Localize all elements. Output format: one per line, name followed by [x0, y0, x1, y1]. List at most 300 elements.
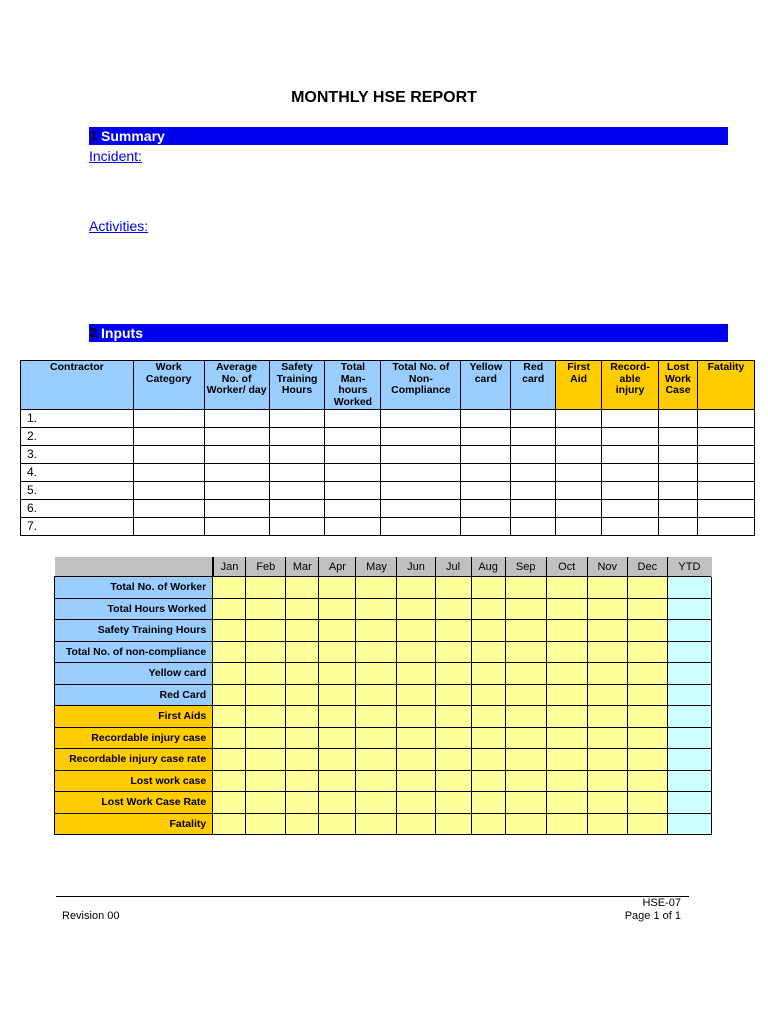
- month-cell[interactable]: [587, 792, 627, 814]
- month-cell[interactable]: [435, 577, 471, 599]
- month-cell[interactable]: [397, 663, 435, 685]
- ytd-cell[interactable]: [667, 598, 711, 620]
- month-cell[interactable]: [435, 620, 471, 642]
- input-cell[interactable]: [381, 464, 461, 482]
- month-cell[interactable]: [505, 792, 546, 814]
- month-cell[interactable]: [356, 598, 397, 620]
- input-cell[interactable]: [325, 464, 381, 482]
- input-cell[interactable]: [381, 428, 461, 446]
- ytd-cell[interactable]: [667, 577, 711, 599]
- ytd-cell[interactable]: [667, 792, 711, 814]
- ytd-cell[interactable]: [667, 727, 711, 749]
- month-cell[interactable]: [356, 663, 397, 685]
- column-header-work-category: Work Category: [133, 361, 204, 410]
- input-cell[interactable]: [461, 482, 511, 500]
- month-cell[interactable]: [627, 727, 667, 749]
- month-cell[interactable]: [435, 727, 471, 749]
- month-cell[interactable]: [213, 620, 246, 642]
- month-cell[interactable]: [286, 598, 319, 620]
- month-cell[interactable]: [246, 770, 286, 792]
- month-cell[interactable]: [435, 706, 471, 728]
- month-header-aug: Aug: [471, 558, 505, 577]
- table-row: [21, 446, 755, 464]
- month-cell[interactable]: [319, 749, 356, 771]
- month-cell[interactable]: [587, 620, 627, 642]
- row-label-recordable-injury-case: Recordable injury case: [55, 727, 213, 749]
- month-cell[interactable]: [587, 684, 627, 706]
- input-cell[interactable]: [659, 446, 698, 464]
- month-header-mar: Mar: [286, 558, 319, 577]
- month-cell[interactable]: [319, 684, 356, 706]
- month-cell[interactable]: [505, 577, 546, 599]
- month-cell[interactable]: [246, 792, 286, 814]
- input-cell[interactable]: [325, 428, 381, 446]
- ytd-cell[interactable]: [667, 770, 711, 792]
- input-cell[interactable]: [511, 446, 556, 464]
- month-cell[interactable]: [627, 577, 667, 599]
- month-cell[interactable]: [587, 577, 627, 599]
- month-cell[interactable]: [213, 663, 246, 685]
- month-cell[interactable]: [546, 641, 587, 663]
- input-cell[interactable]: [659, 410, 698, 428]
- input-cell[interactable]: [511, 500, 556, 518]
- month-cell[interactable]: [319, 620, 356, 642]
- input-cell[interactable]: [556, 518, 602, 536]
- input-cell[interactable]: [659, 500, 698, 518]
- month-cell[interactable]: [213, 598, 246, 620]
- input-cell[interactable]: [269, 482, 325, 500]
- month-cell[interactable]: [546, 598, 587, 620]
- month-cell[interactable]: [246, 684, 286, 706]
- month-cell[interactable]: [286, 727, 319, 749]
- section-bar-inputs: [89, 324, 728, 342]
- input-cell[interactable]: [325, 500, 381, 518]
- input-cell[interactable]: [697, 410, 754, 428]
- row-number: 3.: [21, 446, 134, 464]
- month-cell[interactable]: [505, 684, 546, 706]
- month-cell[interactable]: [356, 620, 397, 642]
- row-label-first-aids: First Aids: [55, 706, 213, 728]
- row-label-total-hours-worked: Total Hours Worked: [55, 598, 213, 620]
- month-cell[interactable]: [356, 813, 397, 835]
- input-cell[interactable]: [269, 518, 325, 536]
- month-cell[interactable]: [286, 770, 319, 792]
- month-cell[interactable]: [587, 727, 627, 749]
- month-cell[interactable]: [627, 641, 667, 663]
- input-cell[interactable]: [461, 500, 511, 518]
- month-cell[interactable]: [505, 770, 546, 792]
- ytd-cell[interactable]: [667, 620, 711, 642]
- column-header-safety-training-hours: Safety Training Hours: [269, 361, 325, 410]
- input-cell[interactable]: [511, 482, 556, 500]
- month-cell[interactable]: [471, 598, 505, 620]
- month-cell[interactable]: [435, 792, 471, 814]
- row-label-recordable-injury-case-rate: Recordable injury case rate: [55, 749, 213, 771]
- month-cell[interactable]: [546, 663, 587, 685]
- input-cell[interactable]: [511, 410, 556, 428]
- month-cell[interactable]: [627, 663, 667, 685]
- input-cell[interactable]: [204, 482, 269, 500]
- month-cell[interactable]: [246, 749, 286, 771]
- input-cell[interactable]: [381, 446, 461, 464]
- input-cell[interactable]: [697, 446, 754, 464]
- month-cell[interactable]: [319, 813, 356, 835]
- month-cell[interactable]: [397, 641, 435, 663]
- month-header-ytd: YTD: [667, 558, 711, 577]
- table-row: [21, 518, 755, 536]
- input-cell[interactable]: [461, 446, 511, 464]
- input-cell[interactable]: [204, 518, 269, 536]
- input-cell[interactable]: [697, 428, 754, 446]
- column-header-fatality: Fatality: [697, 361, 754, 410]
- month-cell[interactable]: [356, 577, 397, 599]
- month-header-feb: Feb: [246, 558, 286, 577]
- month-cell[interactable]: [397, 598, 435, 620]
- input-cell[interactable]: [269, 428, 325, 446]
- input-cell[interactable]: [511, 464, 556, 482]
- row-label-safety-training-hours: Safety Training Hours: [55, 620, 213, 642]
- input-cell[interactable]: [204, 410, 269, 428]
- table-row: [55, 792, 712, 814]
- input-cell[interactable]: [133, 446, 204, 464]
- input-cell[interactable]: [461, 410, 511, 428]
- input-cell[interactable]: [133, 410, 204, 428]
- month-cell[interactable]: [213, 813, 246, 835]
- column-header-yellow-card: Yellow card: [461, 361, 511, 410]
- column-header-average-no-of-worker-day: Average No. of Worker/ day: [204, 361, 269, 410]
- ytd-cell[interactable]: [667, 663, 711, 685]
- page-number: Page 1 of 1: [624, 910, 681, 922]
- input-cell[interactable]: [461, 464, 511, 482]
- month-cell[interactable]: [505, 727, 546, 749]
- input-cell[interactable]: [133, 482, 204, 500]
- month-cell[interactable]: [546, 684, 587, 706]
- row-label-lost-work-case-rate: Lost Work Case Rate: [55, 792, 213, 814]
- input-cell[interactable]: [325, 518, 381, 536]
- month-cell[interactable]: [319, 770, 356, 792]
- ytd-cell[interactable]: [667, 813, 711, 835]
- month-cell[interactable]: [286, 749, 319, 771]
- ytd-cell[interactable]: [667, 684, 711, 706]
- input-cell[interactable]: [133, 500, 204, 518]
- ytd-cell[interactable]: [667, 749, 711, 771]
- monthly-summary-table: [54, 557, 712, 835]
- month-cell[interactable]: [435, 663, 471, 685]
- input-cell[interactable]: [556, 482, 602, 500]
- month-cell[interactable]: [356, 684, 397, 706]
- table-row: [55, 706, 712, 728]
- input-cell[interactable]: [659, 518, 698, 536]
- input-cell[interactable]: [511, 428, 556, 446]
- month-cell[interactable]: [505, 620, 546, 642]
- month-cell[interactable]: [587, 749, 627, 771]
- month-cell[interactable]: [587, 770, 627, 792]
- month-cell[interactable]: [286, 684, 319, 706]
- month-cell[interactable]: [213, 706, 246, 728]
- month-header-dec: Dec: [627, 558, 667, 577]
- month-cell[interactable]: [471, 792, 505, 814]
- input-cell[interactable]: [602, 410, 659, 428]
- month-cell[interactable]: [286, 706, 319, 728]
- ytd-cell[interactable]: [667, 641, 711, 663]
- column-header-total-no-of-non-compliance: Total No. of Non-Compliance: [381, 361, 461, 410]
- input-cell[interactable]: [204, 428, 269, 446]
- month-cell[interactable]: [356, 749, 397, 771]
- month-cell[interactable]: [213, 770, 246, 792]
- input-cell[interactable]: [659, 482, 698, 500]
- month-cell[interactable]: [397, 792, 435, 814]
- month-cell[interactable]: [471, 770, 505, 792]
- input-cell[interactable]: [325, 482, 381, 500]
- input-cell[interactable]: [697, 518, 754, 536]
- month-cell[interactable]: [246, 813, 286, 835]
- input-cell[interactable]: [697, 464, 754, 482]
- month-cell[interactable]: [546, 577, 587, 599]
- contractor-inputs-table: [20, 360, 755, 536]
- month-cell[interactable]: [546, 620, 587, 642]
- revision-label: Revision 00: [62, 910, 120, 922]
- row-number: 1.: [21, 410, 134, 428]
- month-cell[interactable]: [356, 706, 397, 728]
- month-cell[interactable]: [587, 706, 627, 728]
- input-cell[interactable]: [602, 428, 659, 446]
- month-cell[interactable]: [356, 792, 397, 814]
- month-cell[interactable]: [435, 770, 471, 792]
- row-number: 5.: [21, 482, 134, 500]
- table-row: [55, 598, 712, 620]
- input-cell[interactable]: [269, 446, 325, 464]
- month-cell[interactable]: [627, 684, 667, 706]
- table-row: [21, 428, 755, 446]
- month-cell[interactable]: [505, 706, 546, 728]
- month-cell[interactable]: [505, 641, 546, 663]
- month-cell[interactable]: [246, 598, 286, 620]
- month-cell[interactable]: [546, 770, 587, 792]
- month-cell[interactable]: [471, 813, 505, 835]
- month-cell[interactable]: [246, 641, 286, 663]
- column-header-red-card: Red card: [511, 361, 556, 410]
- section-label-summary: Summary: [101, 128, 165, 144]
- month-cell[interactable]: [213, 792, 246, 814]
- month-cell[interactable]: [471, 663, 505, 685]
- month-cell[interactable]: [397, 577, 435, 599]
- input-cell[interactable]: [133, 518, 204, 536]
- input-cell[interactable]: [659, 464, 698, 482]
- input-cell[interactable]: [381, 518, 461, 536]
- month-cell[interactable]: [356, 770, 397, 792]
- month-cell[interactable]: [587, 598, 627, 620]
- column-header-record-able-injury: Record-able injury: [602, 361, 659, 410]
- input-cell[interactable]: [133, 464, 204, 482]
- month-cell[interactable]: [627, 770, 667, 792]
- month-cell[interactable]: [471, 706, 505, 728]
- month-cell[interactable]: [546, 792, 587, 814]
- input-cell[interactable]: [602, 482, 659, 500]
- input-cell[interactable]: [461, 518, 511, 536]
- month-header-jul: Jul: [435, 558, 471, 577]
- input-cell[interactable]: [325, 410, 381, 428]
- input-cell[interactable]: [204, 500, 269, 518]
- month-cell[interactable]: [435, 813, 471, 835]
- month-cell[interactable]: [397, 813, 435, 835]
- input-cell[interactable]: [556, 446, 602, 464]
- month-cell[interactable]: [286, 577, 319, 599]
- column-header-lost-work-case: Lost Work Case: [659, 361, 698, 410]
- month-cell[interactable]: [319, 706, 356, 728]
- month-cell[interactable]: [213, 749, 246, 771]
- month-cell[interactable]: [587, 663, 627, 685]
- month-cell[interactable]: [397, 749, 435, 771]
- input-cell[interactable]: [204, 464, 269, 482]
- input-cell[interactable]: [133, 428, 204, 446]
- month-cell[interactable]: [627, 813, 667, 835]
- month-cell[interactable]: [246, 620, 286, 642]
- month-cell[interactable]: [213, 641, 246, 663]
- incident-link[interactable]: Incident:: [89, 148, 142, 164]
- month-cell[interactable]: [397, 706, 435, 728]
- input-cell[interactable]: [602, 500, 659, 518]
- month-cell[interactable]: [505, 663, 546, 685]
- month-cell[interactable]: [505, 598, 546, 620]
- row-label-total-no-of-worker: Total No. of Worker: [55, 577, 213, 599]
- month-cell[interactable]: [319, 641, 356, 663]
- row-number: 7.: [21, 518, 134, 536]
- month-cell[interactable]: [213, 727, 246, 749]
- input-cell[interactable]: [381, 410, 461, 428]
- input-cell[interactable]: [325, 446, 381, 464]
- month-cell[interactable]: [286, 792, 319, 814]
- input-cell[interactable]: [269, 500, 325, 518]
- month-cell[interactable]: [397, 770, 435, 792]
- month-cell[interactable]: [505, 813, 546, 835]
- row-label-lost-work-case: Lost work case: [55, 770, 213, 792]
- month-header-apr: Apr: [319, 558, 356, 577]
- input-cell[interactable]: [381, 500, 461, 518]
- table-row: [55, 641, 712, 663]
- input-cell[interactable]: [697, 500, 754, 518]
- month-cell[interactable]: [587, 641, 627, 663]
- month-cell[interactable]: [471, 727, 505, 749]
- input-cell[interactable]: [269, 464, 325, 482]
- month-cell[interactable]: [471, 641, 505, 663]
- input-cell[interactable]: [556, 410, 602, 428]
- month-cell[interactable]: [397, 727, 435, 749]
- column-header-contractor: Contractor: [21, 361, 134, 410]
- month-cell[interactable]: [627, 792, 667, 814]
- month-cell[interactable]: [471, 620, 505, 642]
- month-cell[interactable]: [546, 727, 587, 749]
- month-cell[interactable]: [286, 813, 319, 835]
- input-cell[interactable]: [556, 428, 602, 446]
- month-cell[interactable]: [471, 749, 505, 771]
- month-cell[interactable]: [319, 727, 356, 749]
- month-cell[interactable]: [546, 813, 587, 835]
- month-cell[interactable]: [505, 749, 546, 771]
- input-cell[interactable]: [659, 428, 698, 446]
- input-cell[interactable]: [602, 518, 659, 536]
- month-cell[interactable]: [471, 684, 505, 706]
- input-cell[interactable]: [602, 464, 659, 482]
- corner-header: [55, 558, 213, 577]
- input-cell[interactable]: [556, 464, 602, 482]
- table-row: [55, 663, 712, 685]
- table-row: [55, 577, 712, 599]
- input-cell[interactable]: [556, 500, 602, 518]
- table-row: [55, 749, 712, 771]
- input-cell[interactable]: [461, 428, 511, 446]
- month-cell[interactable]: [397, 684, 435, 706]
- month-cell[interactable]: [435, 598, 471, 620]
- input-cell[interactable]: [697, 482, 754, 500]
- month-cell[interactable]: [286, 663, 319, 685]
- table-row: [55, 727, 712, 749]
- input-cell[interactable]: [511, 518, 556, 536]
- input-cell[interactable]: [269, 410, 325, 428]
- month-cell[interactable]: [213, 684, 246, 706]
- column-header-total-man-hours-worked: Total Man-hours Worked: [325, 361, 381, 410]
- month-cell[interactable]: [435, 641, 471, 663]
- month-cell[interactable]: [246, 706, 286, 728]
- table-row: [21, 410, 755, 428]
- input-cell[interactable]: [602, 446, 659, 464]
- month-cell[interactable]: [246, 727, 286, 749]
- month-cell[interactable]: [471, 577, 505, 599]
- table-row: [55, 684, 712, 706]
- section-bar-summary: [89, 127, 728, 145]
- month-cell[interactable]: [627, 706, 667, 728]
- footer-doc-info: [625, 897, 681, 923]
- footer-divider: [56, 896, 689, 897]
- month-header-oct: Oct: [546, 558, 587, 577]
- month-cell[interactable]: [397, 620, 435, 642]
- ytd-cell[interactable]: [667, 706, 711, 728]
- table-row: [21, 482, 755, 500]
- month-cell[interactable]: [356, 641, 397, 663]
- month-cell[interactable]: [286, 620, 319, 642]
- month-cell[interactable]: [356, 727, 397, 749]
- month-cell[interactable]: [435, 684, 471, 706]
- month-cell[interactable]: [587, 813, 627, 835]
- month-header-sep: Sep: [505, 558, 546, 577]
- month-cell[interactable]: [319, 598, 356, 620]
- activities-link[interactable]: Activities:: [89, 218, 149, 234]
- input-cell[interactable]: [381, 482, 461, 500]
- table-row: [55, 813, 712, 835]
- month-cell[interactable]: [246, 577, 286, 599]
- row-number: 4.: [21, 464, 134, 482]
- table-row: [55, 620, 712, 642]
- month-cell[interactable]: [286, 641, 319, 663]
- month-cell[interactable]: [319, 577, 356, 599]
- month-cell[interactable]: [546, 749, 587, 771]
- month-cell[interactable]: [435, 749, 471, 771]
- input-cell[interactable]: [204, 446, 269, 464]
- section-number-inputs: 2: [90, 325, 98, 340]
- month-cell[interactable]: [627, 749, 667, 771]
- section-label-inputs: Inputs: [101, 325, 143, 341]
- month-cell[interactable]: [319, 663, 356, 685]
- month-cell[interactable]: [319, 792, 356, 814]
- row-label-red-card: Red Card: [55, 684, 213, 706]
- month-cell[interactable]: [627, 598, 667, 620]
- month-cell[interactable]: [546, 706, 587, 728]
- month-cell[interactable]: [246, 663, 286, 685]
- month-cell[interactable]: [627, 620, 667, 642]
- table-row: [21, 500, 755, 518]
- table-row: [21, 464, 755, 482]
- month-cell[interactable]: [213, 577, 246, 599]
- month-header-nov: Nov: [587, 558, 627, 577]
